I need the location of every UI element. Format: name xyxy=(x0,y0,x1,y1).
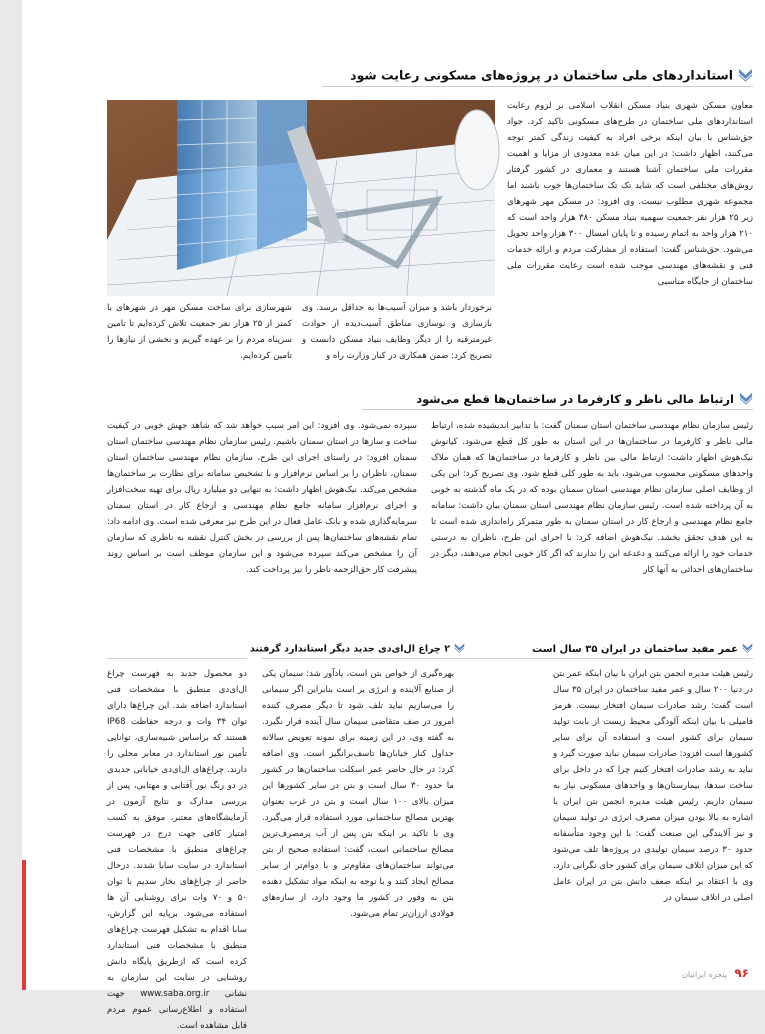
section3-column-right: رئیس هیئت مدیره انجمن بتن ایران با بیان اینکه عمر بتن در دنیا ۲۰۰ سال و عمر مفید ساختمان در ایران ۳۵ سال است گفت: رشد صادرات سیمان افتخار نیست. هرمز فامیلی با بیان اینکه آلودگی محیط زیست از بابت تولید سیمان برای کشور است و استفاده آن برای سایر کشورها است افزود: صادرات سیمان نباید صورت گیرد و نباید به رشد صادرات افتخار کنیم چرا که در داخل برای ساخت سدها، بیمارستان‌ها و واحدهای مسکونی نیاز به سیمان داریم. رئیس هیئت مدیره انجمن بتن ایران با اشاره به بالا بودن میزان مصرف انرژی در تولید سیمان و نیز آلایندگی این صنعت گفت: با این وجود متأسفانه حدود ۳۰ درصد سیمان تولیدی در پروژه‌ها تلف می‌شود که این میزان اتلاف سیمان برای کشور جای نگرانی دارد. وی با اعتقاد بر اینکه ضعف دانش بتن در ایران عامل اصلی در اتلاف سیمان در xyxy=(553,669,754,903)
magazine-page xyxy=(22,0,765,1031)
section4-title: ۲ چراغ ال‌ای‌دی جدید دیگر استاندارد گرفتند xyxy=(249,643,450,655)
section1-column-right: معاون مسکن شهری بنیاد مسکن انقلاب اسلامی بر لزوم رعایت استانداردهای ملی ساختمان در طرح‌های مسکونی تاکید کرد. جواد حق‌شناس با بیان اینکه برخی افراد به کیفیت زندگی کمتر توجه می‌کنند، اظهار داشت: در این میان عده معدودی از مزایا و اهمیت مقررات ملی ساختمان آشنا هستند و معماری در کشور گرفتار روش‌های مختلفی است که شاید تک تک ساختمان‌ها خوب باشند اما مجموعه شهری مطلوب نیست. وی افزود: در مسکن مهر شهرهای زیر ۲۵ هزار نفر جمعیت سهمیه بنیاد مسکن ۳۸۰ هزار واحد است که ۲۱۰ هزار واحد به اتمام رسیده و تا پایان امسال ۳۰۰ هزار واحد تحویل می‌شود. حق‌شناس گفت: استفاده از مشارکت مردم و ارائه خدمات فنی و نقشه‌های مهندسی موجب شده است رعایت مقررات ملی ساختمان از جایگاه مناسبی xyxy=(507,101,754,287)
red-edge-strip xyxy=(22,860,26,990)
section1-rule xyxy=(322,86,753,87)
section2-column-left: سپرده نمی‌شود. وی افزود: این امر سبب خواهد شد که شاهد جهش خوبی در کیفیت ساخت و سازها در استان سمنان باشیم. رئیس سازمان نظام مهندسی ساختمان استان سمنان افزود: در راستای اجرای این طرح، سازمان نظام مهندسی ساختمان استان سمنان، ناظران را بر اساس نرم‌افزار و با تشخیص سامانه برای نظارت بر ساختمان‌ها مشخص می‌کند. نیک‌هوش اظهار داشت: به تنهایی دو میلیارد ریال برای تهیه سخت‌افزار و اجرای نرم‌افزار سامانه جامع نظام مهندسی و ارجاع کار در استان سمنان سرمایه‌گذاری شده و بانک عامل فعال در این طرح نیز معرفی شده است. وی ادامه داد: تمام نقشه‌های ساختمان‌ها پس از بررسی در بخش کنترل نقشه به ناظری که سازمان آن را مشخص می‌کند سپرده می‌شود و این سازمان موظف است بر اساس روند پیشرفت کار حق‌الزحمه ناظر را نیز پرداخت کند. xyxy=(107,421,417,575)
chevron-down-icon xyxy=(739,391,753,408)
section3-title: عمر مفید ساختمان در ایران ۳۵ سال است xyxy=(532,644,738,655)
section3-column-left: بهره‌گیری از خواص بتن است، یادآور شد: سیمان یکی از صنایع آلاینده و انرژی بر است بنابراین اگر سیمانی را می‌سازیم نباید تلف شود تا دیگر مصرف کننده امروز در صف متقاضی سیمان سال آینده قرار نگیرد. به گفته وی، در این زمینه برای نمونه تعویض سالانه جداول کنار خیابان‌ها تاسف‌برانگیز است. وی اضافه کرد: در حال حاضر عمر اسکلت ساختمان‌ها در کشور ما حدود ۳۰ سال است و بتن در سایر کشورها این میزان بالای ۱۰۰ سال است و بتن در غرب بعنوان بهترین مصالح ساختمانی مورد استفاده قرار می‌گیرد. وی با تاکید بر اینکه بتن پس از آب پرمصرف‌ترین مصالح ساختمانی است، گفت: استفاده صحیح از بتن می‌تواند ساختمان‌های مقاوم‌تر و با دوام‌تر از سایر مصالح ایجاد کنند و با توجه به اینکه مواد تشکیل دهنده بتن به وفور در کشور ما وجود دارد، از سازه‌های فولادی ارزان‌تر تمام می‌شود. xyxy=(262,669,454,919)
section4-rule xyxy=(107,658,247,659)
chevron-down-icon xyxy=(738,67,753,85)
section2-title: ارتباط مالی ناظر و کارفرما در ساختمان‌ها قطع می‌شود xyxy=(416,392,734,406)
section4-column: دو محصول جدید به فهرست چراغ ال‌ای‌دی منطبق با مشخصات فنی استاندارد اضافه شد. این چراغ‌ها دارای توان ۳۴ وات و درجه حفاظت IP68 هستند که براساس شبیه‌سازی، توانایی تأمین نور استاندارد در معابر محلی را دارند. چراغ‌های ال‌ای‌دی خیابانی جدیدی در دو رنگ نور آفتابی و مهتابی، پس از بررسی مدارک و نتایج آزمون در آزمایشگاه‌های معتبر، موفق به کسب امتیاز کافی جهت درج در فهرست چراغ‌های منطبق با مشخصات فنی استاندارد در سایت سابا شدند. درحال حاضر از چراغ‌های بخار سدیم با توان ۵۰ و ۷۰ وات برای روشنایی آن ها استفاده می‌شود. برپایه این گزارش، سابا اقدام به تشکیل فهرست چراغ‌های منطبق با مشخصات فنی استاندارد کرده است که ازطریق پایگاه دانش روشنایی در سایت این سازمان به نشانی www.saba.org.ir جهت استفاده و اطلاع‌رسانی عموم مردم قابل مشاهده است. xyxy=(107,669,247,1031)
section1-title: استانداردهای ملی ساختمان در پروژه‌های مسکونی رعایت شود xyxy=(350,67,733,83)
section2-rule xyxy=(362,409,753,410)
publication-name: پنجره ایرانیان xyxy=(682,970,727,979)
section1-column-mid: برخوردار باشد و میزان آسیب‌ها به حداقل برسد. وی بازسازی و نوسازی مناطق آسیب‌دیده از حوادث غیرمترقبه را از دیگر وظایف بنیاد مسکن دانست و تصریح کرد: ضمن همکاری در کنار وزارت راه و xyxy=(302,303,492,361)
page-number: ۹۶ xyxy=(734,966,749,980)
chevron-down-icon xyxy=(742,642,753,656)
section3-rule xyxy=(262,658,753,659)
section1-column-left: شهرسازی برای ساخت مسکن مهر در شهرهای با کمتر از ۲۵ هزار نفر جمعیت تلاش کرده‌ایم تا تامین سرپناه مردم را بر عهده گیریم و بخشی از نیازها را تامین کرده‌ایم. xyxy=(107,303,292,361)
section1-heading xyxy=(350,67,753,85)
section2-column-right: رئیس سازمان نظام مهندسی ساختمان استان سمنان گفت: با تدابیر اندیشیده شده، ارتباط مالی ناظر و کارفرما در ساختمان‌ها در این استان به طور کل قطع می‌شود. کیانوش نیک‌هوش اظهار داشت: ارتباط مالی بین ناظر و کارفرما در ساختمان‌ها که همان ملاک واحدهای مسکونی محسوب می‌شود، باید به طور کلی قطع شود. وی تصریح کرد: این یکی از وظایف اصلی سازمان نظام مهندسی استان سمنان بوده که در یک ماه گذشته به خوبی به آن پرداخته شده است. رئیس سازمان نظام مهندسی استان سمنان بیان داشت: سامانه جامع نظام مهندسی و ارجاع کار در استان سمنان به طور متمرکز راه‌اندازی شده است تا به این هدف تحقق بخشد. نیک‌هوش اضافه کرد: با اجرای این طرح، ناظران به درستی خدمات خود را ارائه می‌کنند و دغدغه این را ندارند که اگر کار خوبی انجام می‌دهند، دیگر در ساختمان‌های احداثی به آنها کار xyxy=(431,421,753,575)
section2-heading xyxy=(416,391,753,408)
section3-heading xyxy=(532,642,753,656)
section4-heading xyxy=(250,642,465,656)
building-blueprint-image xyxy=(107,100,495,296)
chevron-down-icon xyxy=(454,642,465,656)
